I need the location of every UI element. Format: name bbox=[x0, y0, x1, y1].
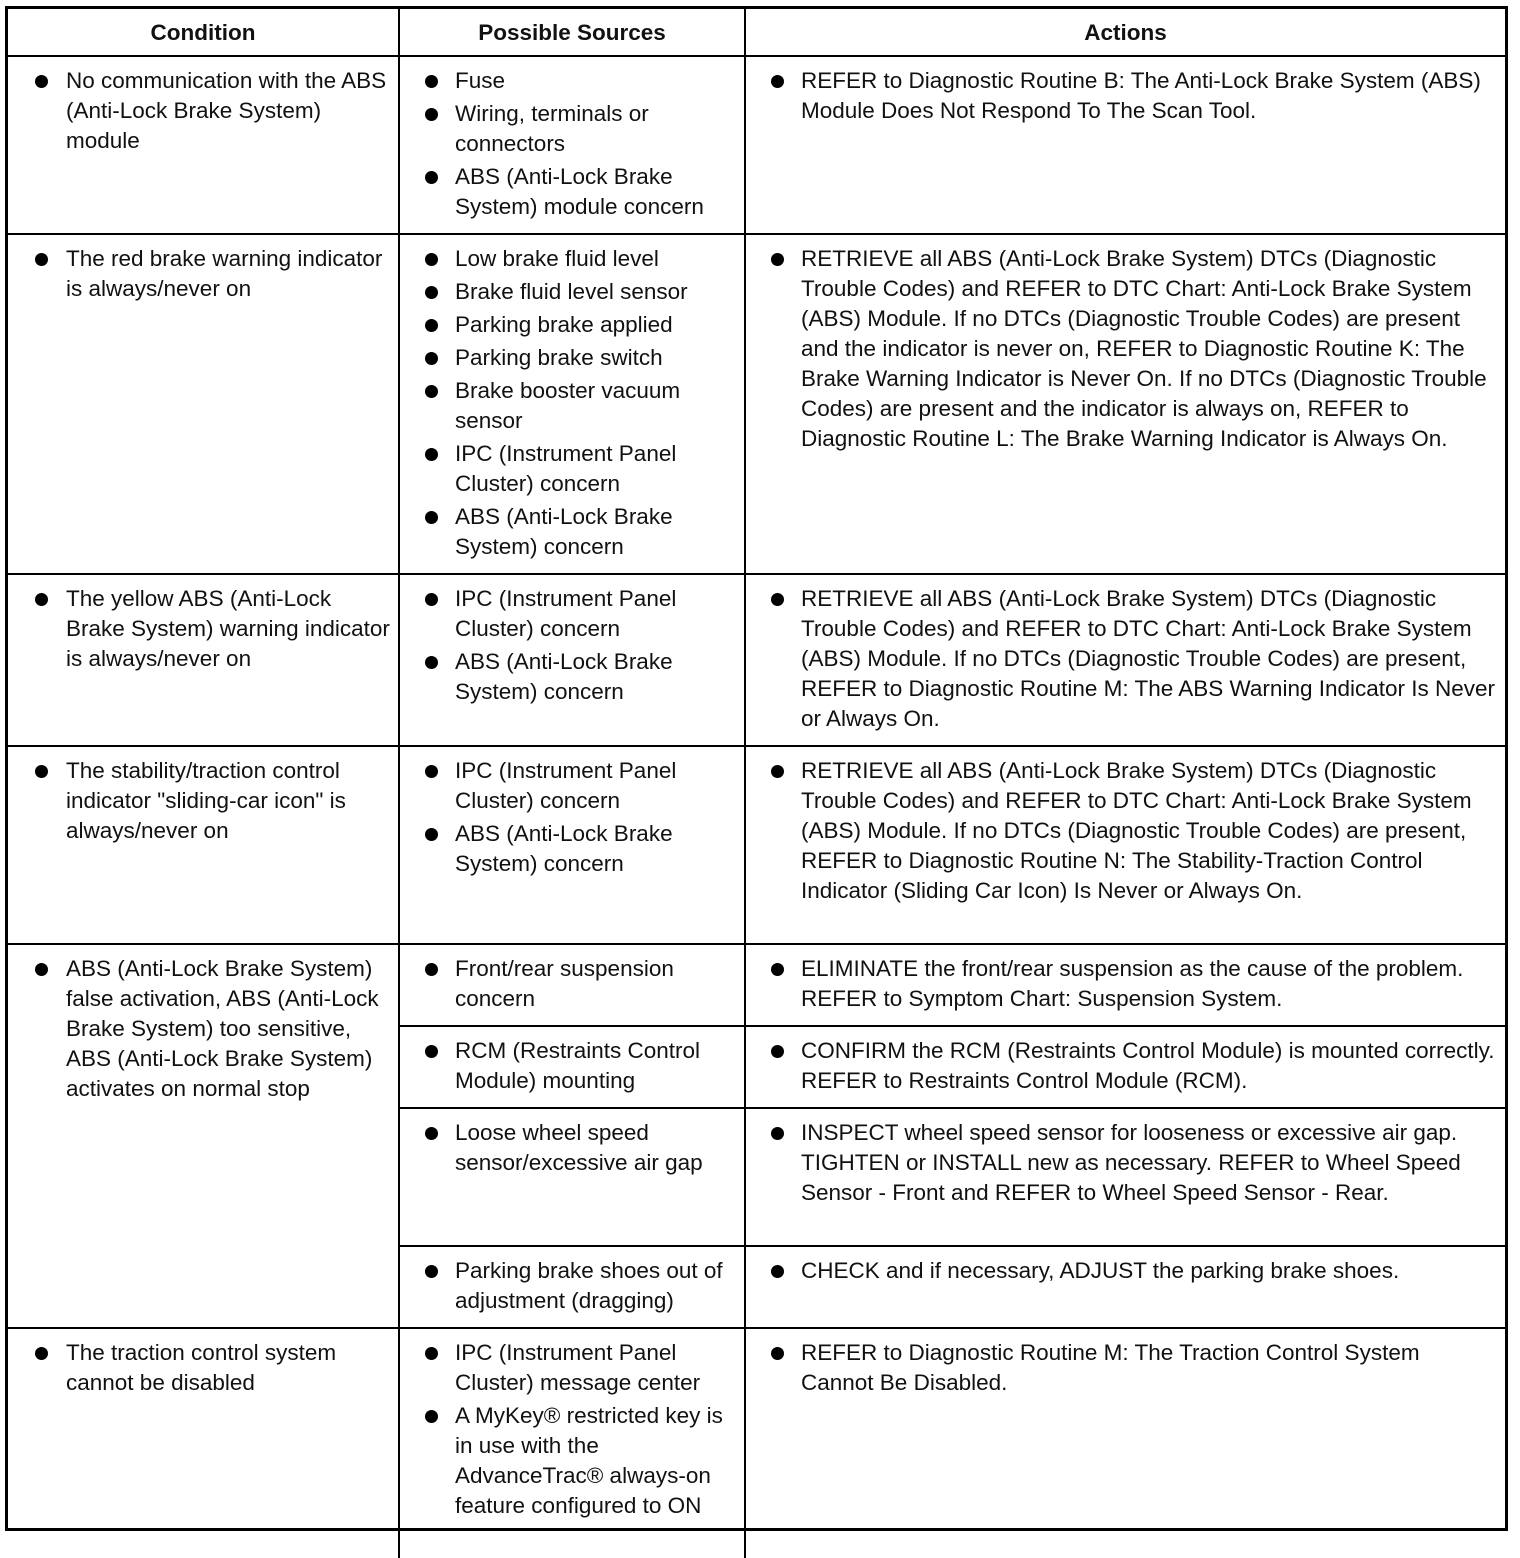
condition-text: No communication with the ABS (Anti-Lock Brake System) module bbox=[66, 68, 387, 153]
bullet-icon bbox=[425, 286, 438, 299]
sources-cell bbox=[399, 944, 745, 1026]
actions-cell bbox=[745, 574, 1505, 746]
condition-cell bbox=[8, 746, 399, 944]
source-text: ABS (Anti-Lock Brake System) concern bbox=[455, 504, 673, 559]
action-text: REFER to Diagnostic Routine B: The Anti-Lock Brake System (ABS) Module Does Not Respond To The Scan Tool. bbox=[801, 68, 1481, 123]
action-text: INSPECT wheel speed sensor for looseness or excessive air gap. TIGHTEN or INSTALL new as necessary. REFER to Wheel Speed Sensor - Front and REFER to Wheel Speed Sensor - Rear. bbox=[801, 1120, 1461, 1205]
condition-text: The red brake warning indicator is always/never on bbox=[66, 246, 383, 301]
list-item bbox=[400, 1401, 736, 1521]
action-text: CHECK and if necessary, ADJUST the parking brake shoes. bbox=[801, 1258, 1400, 1283]
list-item bbox=[400, 1256, 736, 1316]
bullet-icon bbox=[425, 448, 438, 461]
bullet-icon bbox=[425, 171, 438, 184]
source-text: ABS (Anti-Lock Brake System) module concern bbox=[455, 164, 704, 219]
source-text: Low brake fluid level bbox=[455, 246, 659, 271]
bullet-icon bbox=[35, 963, 48, 976]
sources-cell bbox=[399, 1026, 745, 1108]
bullet-icon bbox=[425, 963, 438, 976]
bullet-icon bbox=[425, 828, 438, 841]
list-item bbox=[746, 1036, 1497, 1096]
sources-cell bbox=[399, 1328, 745, 1558]
actions-cell bbox=[745, 56, 1505, 234]
source-text: Fuse bbox=[455, 68, 506, 93]
condition-cell bbox=[8, 574, 399, 746]
condition-cell bbox=[8, 234, 399, 574]
source-text: IPC (Instrument Panel Cluster) message center bbox=[455, 1340, 701, 1395]
source-text: Brake fluid level sensor bbox=[455, 279, 688, 304]
bullet-icon bbox=[425, 319, 438, 332]
bullet-icon bbox=[35, 75, 48, 88]
bullet-icon bbox=[771, 1127, 784, 1140]
bullet-icon bbox=[425, 1127, 438, 1140]
list-item bbox=[746, 1118, 1497, 1208]
source-text: Parking brake applied bbox=[455, 312, 673, 337]
bullet-icon bbox=[771, 253, 784, 266]
bullet-icon bbox=[425, 593, 438, 606]
list-item bbox=[400, 277, 736, 307]
source-text: A MyKey® restricted key is in use with the AdvanceTrac® always-on feature configured to ON bbox=[455, 1403, 723, 1518]
bullet-icon bbox=[35, 765, 48, 778]
bullet-icon bbox=[35, 593, 48, 606]
action-text: RETRIEVE all ABS (Anti-Lock Brake System) DTCs (Diagnostic Trouble Codes) and REFER to DTC Chart: Anti-Lock Brake System (ABS) Module. If no DTCs (Diagnostic Trouble Codes) are present and the indicator is never on, REFER to Diagnostic Routine K: The Brake Warning Indicator is Never On. If no DTCs (Diagnostic Trouble Codes) are present and the indicator is always on, REFER to Diagnostic Routine L: The Brake Warning Indicator is Always On. bbox=[801, 246, 1487, 451]
list-item bbox=[400, 310, 736, 340]
list-item bbox=[746, 1256, 1497, 1286]
list-item bbox=[746, 756, 1497, 906]
bullet-icon bbox=[425, 352, 438, 365]
source-text: Loose wheel speed sensor/excessive air gap bbox=[455, 1120, 703, 1175]
bullet-icon bbox=[425, 75, 438, 88]
symptom-chart bbox=[5, 6, 1508, 1531]
table-row bbox=[8, 234, 1505, 574]
list-item bbox=[400, 1338, 736, 1398]
source-text: Front/rear suspension concern bbox=[455, 956, 674, 1011]
source-text: Brake booster vacuum sensor bbox=[455, 378, 681, 433]
list-item bbox=[400, 99, 736, 159]
bullet-icon bbox=[35, 253, 48, 266]
condition-cell bbox=[8, 944, 399, 1328]
action-text: REFER to Diagnostic Routine M: The Traction Control System Cannot Be Disabled. bbox=[801, 1340, 1420, 1395]
list-item bbox=[8, 244, 390, 304]
bullet-icon bbox=[771, 765, 784, 778]
bullet-icon bbox=[771, 963, 784, 976]
actions-cell bbox=[745, 1108, 1505, 1246]
list-item bbox=[746, 1338, 1497, 1398]
source-text: Parking brake switch bbox=[455, 345, 663, 370]
header-row bbox=[8, 9, 1505, 56]
list-item bbox=[746, 66, 1497, 126]
list-item bbox=[400, 819, 736, 879]
bullet-icon bbox=[425, 656, 438, 669]
bullet-icon bbox=[425, 1265, 438, 1278]
sources-cell bbox=[399, 234, 745, 574]
list-item bbox=[400, 1036, 736, 1096]
bullet-icon bbox=[425, 511, 438, 524]
sources-cell bbox=[399, 1108, 745, 1246]
list-item bbox=[8, 66, 390, 156]
header-condition: Condition bbox=[8, 9, 399, 56]
bullet-icon bbox=[771, 593, 784, 606]
list-item bbox=[400, 162, 736, 222]
source-text: ABS (Anti-Lock Brake System) concern bbox=[455, 649, 673, 704]
list-item bbox=[8, 584, 390, 674]
bullet-icon bbox=[771, 1265, 784, 1278]
sources-cell bbox=[399, 56, 745, 234]
actions-cell bbox=[745, 1026, 1505, 1108]
list-item bbox=[8, 954, 390, 1104]
source-text: RCM (Restraints Control Module) mounting bbox=[455, 1038, 701, 1093]
condition-text: ABS (Anti-Lock Brake System) false activation, ABS (Anti-Lock Brake System) too sensitive, ABS (Anti-Lock Brake System) activates on normal stop bbox=[66, 956, 379, 1101]
bullet-icon bbox=[425, 1410, 438, 1423]
bullet-icon bbox=[425, 1045, 438, 1058]
bullet-icon bbox=[425, 253, 438, 266]
header-actions: Actions bbox=[745, 9, 1505, 56]
list-item bbox=[400, 502, 736, 562]
condition-cell bbox=[8, 1328, 399, 1558]
list-item bbox=[400, 439, 736, 499]
header-possible-sources: Possible Sources bbox=[399, 9, 745, 56]
source-text: IPC (Instrument Panel Cluster) concern bbox=[455, 586, 677, 641]
bullet-icon bbox=[771, 75, 784, 88]
actions-cell bbox=[745, 944, 1505, 1026]
bullet-icon bbox=[771, 1045, 784, 1058]
action-text: CONFIRM the RCM (Restraints Control Module) is mounted correctly. REFER to Restraints Control Module (RCM). bbox=[801, 1038, 1495, 1093]
action-text: ELIMINATE the front/rear suspension as the cause of the problem. REFER to Symptom Chart: Suspension System. bbox=[801, 956, 1464, 1011]
list-item bbox=[400, 647, 736, 707]
source-text: IPC (Instrument Panel Cluster) concern bbox=[455, 441, 677, 496]
list-item bbox=[400, 584, 736, 644]
list-item bbox=[400, 66, 736, 96]
bullet-icon bbox=[771, 1347, 784, 1360]
table-row bbox=[8, 56, 1505, 234]
table-row bbox=[8, 746, 1505, 944]
actions-cell bbox=[745, 1328, 1505, 1558]
table-row bbox=[8, 944, 1505, 1026]
condition-text: The stability/traction control indicator "sliding-car icon" is always/never on bbox=[66, 758, 346, 843]
bullet-icon bbox=[425, 108, 438, 121]
table-row bbox=[8, 1328, 1505, 1558]
symptom-table bbox=[8, 9, 1505, 1558]
sources-cell bbox=[399, 574, 745, 746]
source-text: IPC (Instrument Panel Cluster) concern bbox=[455, 758, 677, 813]
list-item bbox=[400, 954, 736, 1014]
bullet-icon bbox=[35, 1347, 48, 1360]
list-item bbox=[400, 376, 736, 436]
list-item bbox=[8, 756, 390, 846]
action-text: RETRIEVE all ABS (Anti-Lock Brake System) DTCs (Diagnostic Trouble Codes) and REFER to DTC Chart: Anti-Lock Brake System (ABS) Module. If no DTCs (Diagnostic Trouble Codes) are present, REFER to Diagnostic Routine N: The Stability-Traction Control Indicator (Sliding Car Icon) Is Never or Always On. bbox=[801, 758, 1472, 903]
list-item bbox=[8, 1338, 390, 1398]
actions-cell bbox=[745, 1246, 1505, 1328]
source-text: ABS (Anti-Lock Brake System) concern bbox=[455, 821, 673, 876]
condition-cell bbox=[8, 56, 399, 234]
list-item bbox=[400, 244, 736, 274]
source-text: Wiring, terminals or connectors bbox=[455, 101, 649, 156]
sources-cell bbox=[399, 746, 745, 944]
list-item bbox=[746, 584, 1497, 734]
list-item bbox=[400, 343, 736, 373]
bullet-icon bbox=[425, 1347, 438, 1360]
list-item bbox=[746, 954, 1497, 1014]
bullet-icon bbox=[425, 385, 438, 398]
list-item bbox=[746, 244, 1497, 454]
list-item bbox=[400, 756, 736, 816]
actions-cell bbox=[745, 234, 1505, 574]
condition-text: The yellow ABS (Anti-Lock Brake System) warning indicator is always/never on bbox=[66, 586, 390, 671]
action-text: RETRIEVE all ABS (Anti-Lock Brake System) DTCs (Diagnostic Trouble Codes) and REFER to DTC Chart: Anti-Lock Brake System (ABS) Module. If no DTCs (Diagnostic Trouble Codes) are present, REFER to Diagnostic Routine M: The ABS Warning Indicator Is Never or Always On. bbox=[801, 586, 1496, 731]
source-text: Parking brake shoes out of adjustment (dragging) bbox=[455, 1258, 723, 1313]
actions-cell bbox=[745, 746, 1505, 944]
list-item bbox=[400, 1118, 736, 1178]
sources-cell bbox=[399, 1246, 745, 1328]
condition-text: The traction control system cannot be disabled bbox=[66, 1340, 337, 1395]
bullet-icon bbox=[425, 765, 438, 778]
table-row bbox=[8, 574, 1505, 746]
